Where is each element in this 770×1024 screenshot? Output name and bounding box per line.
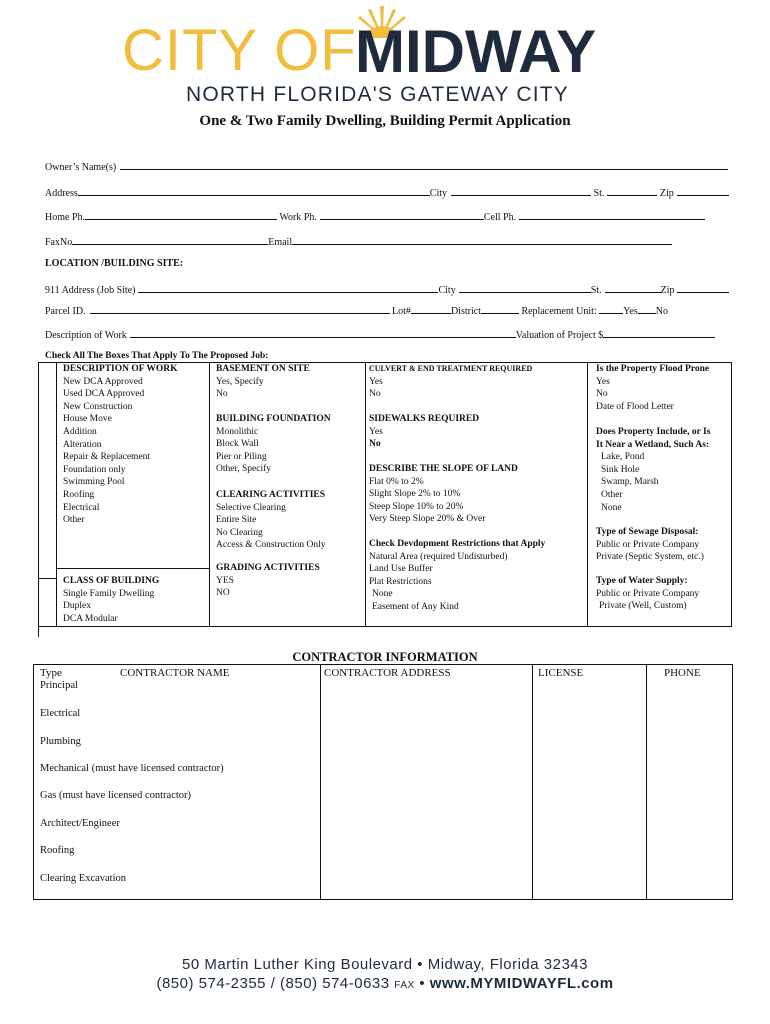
footer-address: 50 Martin Luther King Boulevard • Midway, Florida 32343 [181, 956, 588, 973]
valuation-label: Valuation of Project $ [515, 330, 604, 341]
st-input[interactable] [607, 186, 657, 196]
grid-tick [38, 625, 39, 637]
checkbox-water-well[interactable]: Private (Well, Custom) [599, 601, 687, 612]
replacement-yes-label: Yes [623, 306, 638, 317]
col1-list [63, 363, 178, 527]
home-phone-input[interactable] [85, 210, 277, 220]
class-of-building-list [63, 575, 159, 625]
description-label: Description of Work [45, 330, 127, 341]
checkbox-basement-no[interactable]: No [216, 389, 228, 400]
wetland-heading-line2: It Near a Wetland, Such As: [596, 439, 710, 450]
header-contractor-name: CONTRACTOR NAME [120, 667, 230, 679]
checkbox-repair[interactable]: Repair & Replacement [63, 452, 151, 463]
city-input[interactable] [451, 186, 591, 196]
checkbox-entire-site[interactable]: Entire Site [216, 515, 257, 526]
checkbox-roofing[interactable]: Roofing [63, 489, 95, 500]
row-roofing[interactable]: Roofing [40, 845, 75, 856]
zip-input[interactable] [677, 186, 729, 196]
checkbox-easement[interactable]: Easement of Any Kind [372, 601, 459, 612]
checkbox-flat[interactable]: Flat 0% to 2% [369, 476, 424, 487]
footer-contact [0, 975, 770, 992]
lot-label: Lot# [392, 306, 411, 317]
foundation-list [216, 413, 331, 476]
clearing-heading: CLEARING ACTIVITIES [216, 490, 326, 500]
checkbox-sidewalks-no[interactable]: No [369, 439, 381, 450]
checkbox-electrical[interactable]: Electrical [63, 502, 100, 513]
checkbox-culvert-no[interactable]: No [369, 389, 381, 400]
address-label: Address [45, 188, 78, 199]
job-site-input[interactable] [138, 283, 438, 293]
zip-label: Zip [659, 188, 674, 199]
fax-input[interactable] [72, 235, 268, 245]
sidewalks-heading: SIDEWALKS REQUIRED [369, 414, 480, 424]
row-plumbing[interactable]: Plumbing [40, 736, 81, 747]
grading-heading: GRADING ACTIVITIES [216, 563, 320, 573]
replacement-no-input[interactable] [638, 304, 656, 314]
district-label: District [450, 306, 481, 317]
checkbox-sewage-public[interactable]: Public or Private Company [596, 539, 700, 550]
checkbox-swamp[interactable]: Swamp, Marsh [601, 477, 659, 488]
checklist-intro: Check All The Boxes That Apply To The Proposed Job: [45, 351, 269, 361]
footer-separator: • [419, 975, 426, 992]
owner-field[interactable] [45, 160, 728, 173]
row-electrical[interactable]: Electrical [40, 708, 81, 719]
home-phone-label: Home Ph. [45, 212, 85, 223]
fax-label: FaxNo [45, 237, 73, 248]
header-license: LICENSE [538, 667, 584, 679]
description-of-work-heading: DESCRIPTION OF WORK [63, 364, 178, 374]
st2-input[interactable] [605, 283, 661, 293]
checkbox-very-steep[interactable]: Very Steep Slope 20% & Over [369, 514, 486, 525]
checkbox-land-use-buffer[interactable]: Land Use Buffer [369, 564, 433, 575]
checkbox-monolithic[interactable]: Monolithic [216, 426, 259, 437]
footer-fax-label: FAX [394, 980, 415, 991]
lot-input[interactable] [411, 304, 451, 314]
slope-heading: DESCRIBE THE SLOPE OF LAND [369, 464, 518, 474]
zip2-input[interactable] [677, 283, 729, 293]
foundation-heading: BUILDING FOUNDATION [216, 414, 331, 424]
checkbox-wetland-other[interactable]: Other [601, 489, 623, 500]
parcel-label: Parcel ID. [45, 306, 86, 317]
cell-phone-input[interactable] [519, 210, 705, 220]
logo-midway-text: MIDWAY [355, 18, 597, 85]
row-architect[interactable]: Architect/Engineer [40, 818, 120, 829]
location-heading: LOCATION /BUILDING SITE: [45, 258, 184, 269]
flood-letter-date[interactable]: Date of Flood Letter [596, 401, 674, 412]
city2-label: City [438, 285, 456, 296]
checkbox-water-public[interactable]: Public or Private Company [596, 588, 700, 599]
checkbox-other[interactable]: Other [63, 515, 85, 526]
valuation-input[interactable] [603, 328, 715, 338]
address-row [45, 186, 729, 199]
row-clearing-excavation[interactable]: Clearing Excavation [40, 873, 127, 884]
checkbox-block-wall[interactable]: Block Wall [216, 439, 259, 450]
st-label: St. [593, 188, 605, 199]
grading-list [216, 562, 320, 600]
water-heading: Type of Water Supply: [596, 576, 688, 586]
checkbox-new-dca[interactable]: New DCA Approved [63, 376, 143, 387]
checkbox-sewage-septic[interactable]: Private (Septic System, etc.) [596, 552, 704, 563]
checkbox-addition[interactable]: Addition [63, 426, 97, 437]
city-label: City [429, 188, 448, 199]
checkbox-dca-modular[interactable]: DCA Modular [63, 613, 118, 624]
checkbox-pier[interactable]: Pier or Piling [216, 451, 267, 462]
checkbox-restrictions-none[interactable]: None [372, 589, 393, 600]
checkbox-foundation-other[interactable]: Other, Specify [216, 464, 272, 475]
city2-input[interactable] [459, 283, 591, 293]
page-title: One & Two Family Dwelling, Building Permit Application [199, 113, 571, 129]
basement-heading: BASEMENT ON SITE [216, 364, 310, 374]
header-phone: PHONE [664, 667, 701, 679]
checkbox-slight-slope[interactable]: Slight Slope 2% to 10% [369, 489, 461, 500]
cell-phone-label: Cell Ph. [483, 212, 517, 223]
st2-label: St. [590, 285, 602, 296]
checkbox-steep-slope[interactable]: Steep Slope 10% to 20% [369, 501, 464, 512]
logo-tagline: NORTH FLORIDA'S GATEWAY CITY [186, 83, 569, 106]
checkbox-foundation[interactable]: Foundation only [63, 464, 126, 475]
job-site-row [45, 283, 729, 296]
phone-row [45, 210, 705, 223]
water-list [596, 575, 699, 613]
header-type: Type [40, 667, 62, 679]
restrictions-heading: Check Devdopment Restrictions that Apply [369, 539, 546, 549]
row-mechanical[interactable]: Mechanical (must have licensed contractor) [40, 763, 224, 774]
checkbox-new-construction[interactable]: New Construction [63, 401, 133, 412]
replacement-yes-input[interactable] [599, 304, 623, 314]
checkbox-grading-no[interactable]: NO [216, 588, 230, 599]
sewage-heading: Type of Sewage Disposal: [596, 527, 699, 537]
checkbox-used-dca[interactable]: Used DCA Approved [63, 389, 145, 400]
parcel-row [45, 304, 668, 317]
replacement-label: Replacement Unit: [521, 306, 597, 317]
checkbox-culvert-yes[interactable]: Yes [369, 376, 383, 387]
district-input[interactable] [481, 304, 519, 314]
col3-list [369, 363, 532, 401]
checkbox-sink-hole[interactable]: Sink Hole [601, 464, 640, 475]
culvert-heading: CULVERT & END TREATMENT REQUIRED [369, 364, 533, 373]
email-input[interactable] [292, 235, 672, 245]
fax-email-row [45, 235, 672, 248]
contractor-title: CONTRACTOR INFORMATION [292, 650, 478, 664]
job-site-label: 911 Address (Job Site) [45, 285, 136, 296]
wetland-heading-line1: Does Property Include, or Is [596, 427, 711, 437]
description-input[interactable] [130, 328, 516, 338]
checkbox-pool[interactable]: Swimming Pool [63, 477, 125, 488]
checkbox-grading-yes[interactable]: YES [216, 575, 234, 586]
checkbox-sidewalks-yes[interactable]: Yes [369, 426, 383, 437]
email-label: Email [268, 237, 293, 248]
row-gas[interactable]: Gas (must have licensed contractor) [40, 790, 192, 801]
checkbox-single-family[interactable]: Single Family Dwelling [63, 588, 155, 599]
checkbox-no-clearing[interactable]: No Clearing [216, 527, 263, 538]
checkbox-house-move[interactable]: House Move [63, 414, 112, 425]
address-input[interactable] [78, 186, 430, 196]
class-of-building-heading: CLASS OF BUILDING [63, 576, 160, 586]
owner-label: Owner’s Name(s) [45, 162, 117, 173]
header-contractor-address: CONTRACTOR ADDRESS [324, 667, 451, 679]
restrictions-list [369, 538, 545, 614]
row-principal[interactable]: Principal [40, 680, 78, 691]
sewage-list [596, 526, 704, 564]
checkbox-selective-clearing[interactable]: Selective Clearing [216, 502, 286, 513]
slope-list [369, 463, 518, 526]
checkbox-plat-restrictions[interactable]: Plat Restrictions [369, 576, 432, 587]
work-phone-input[interactable] [320, 210, 484, 220]
flood-heading: Is the Property Flood Prone [596, 364, 710, 374]
checkbox-natural-area[interactable]: Natural Area (required Undisturbed) [369, 551, 508, 562]
description-row [45, 328, 715, 341]
col4-list [596, 363, 709, 413]
checkbox-lake-pond[interactable]: Lake, Pond [601, 452, 645, 463]
checkbox-flood-no[interactable]: No [596, 389, 608, 400]
logo-city-text: CITY OF [122, 18, 357, 83]
checkbox-basement-yes[interactable]: Yes, Specify [216, 376, 264, 387]
checkbox-duplex[interactable]: Duplex [63, 601, 91, 612]
footer-website-link[interactable]: www.MYMIDWAYFL.com [429, 975, 614, 992]
footer-phone: (850) 574-2355 / (850) 574-0633 [156, 975, 390, 992]
checkbox-flood-yes[interactable]: Yes [596, 376, 610, 387]
zip2-label: Zip [660, 285, 675, 296]
checkbox-access-only[interactable]: Access & Construction Only [216, 540, 326, 551]
replacement-no-label: No [655, 306, 668, 317]
checklist-grid [38, 362, 732, 627]
contractor-table [33, 664, 733, 900]
parcel-input[interactable] [90, 304, 390, 314]
work-phone-label: Work Ph. [279, 212, 317, 223]
clearing-list [216, 489, 326, 552]
checkbox-alteration[interactable]: Alteration [63, 439, 102, 450]
sidewalks-list [369, 413, 479, 451]
checkbox-wetland-none[interactable]: None [601, 502, 622, 513]
col2-list [216, 363, 310, 401]
wetland-list [596, 426, 710, 514]
